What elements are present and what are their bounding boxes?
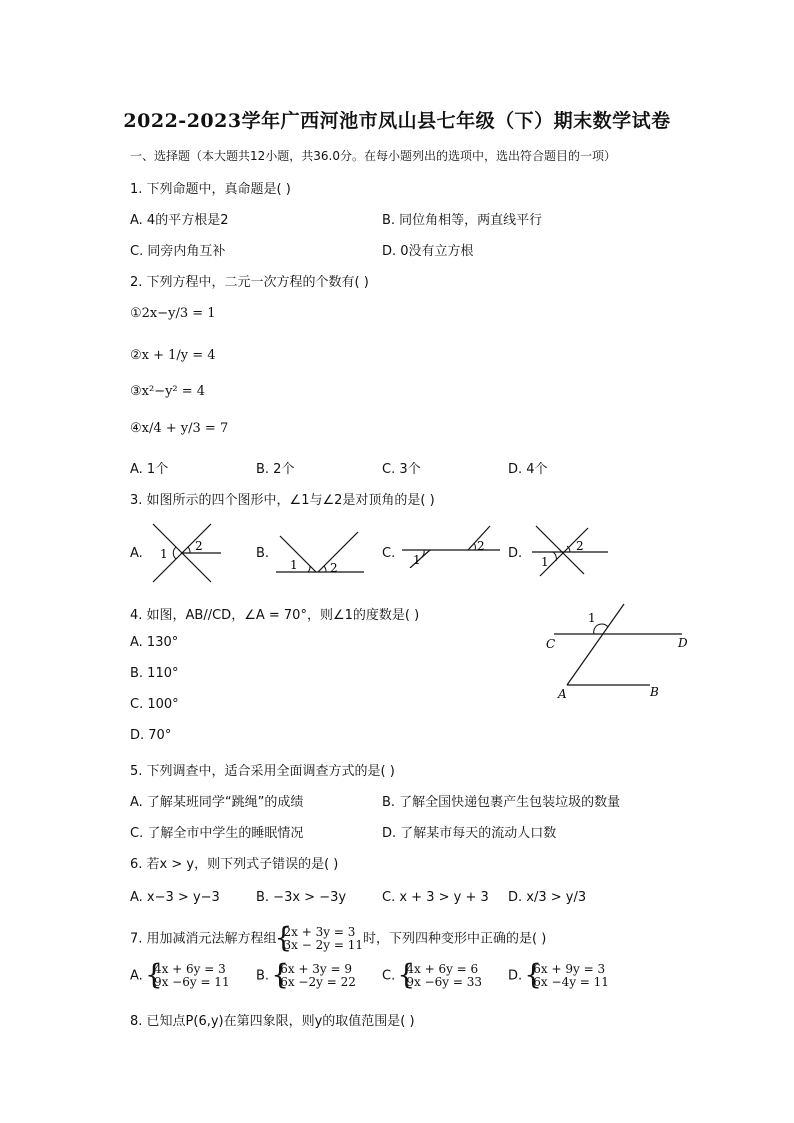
q3c-angle-2-label: 2 <box>477 539 485 553</box>
q7-b-eq1: { 6x + 3y = 9 <box>280 962 353 976</box>
q7-c-eq1: { 4x + 6y = 6 <box>406 962 479 976</box>
q4-point-a: A <box>558 687 567 701</box>
q2-equation-2: ②x + 1/y = 4 <box>130 348 216 363</box>
q1-option-a: A. 4的平方根是2 <box>130 213 229 228</box>
q6-option-a: A. x−3 > y−3 <box>130 890 220 905</box>
q4-option-b: B. 110° <box>130 666 179 681</box>
q7-option-b-system <box>273 963 356 989</box>
q3-option-c: C. <box>382 546 396 561</box>
q4-angle-1-label: 1 <box>588 611 596 625</box>
q4-option-a: A. 130° <box>130 635 179 650</box>
q3-figure-a <box>145 520 225 586</box>
question-7 <box>130 926 546 952</box>
question-1: 1. 下列命题中，真命题是( ) <box>130 182 291 197</box>
q2-option-d: D. 4个 <box>508 462 548 477</box>
q7-system-eq2: 3x − 2y = 11 <box>283 938 363 952</box>
q7-option-b-label: B. <box>256 968 270 984</box>
q7-system <box>277 926 363 952</box>
q7-option-d-label: D. <box>508 968 523 984</box>
q7-system-eq1: { 2x + 3y = 3 <box>283 925 356 939</box>
q3-figure-d <box>526 522 610 578</box>
q7-option-a <box>130 963 230 989</box>
q6-option-b: B. −3x > −3y <box>256 890 347 905</box>
q3-option-d: D. <box>508 546 523 561</box>
q2-equation-3: ③x²−y² = 4 <box>130 384 206 399</box>
q3-figure-c <box>400 522 504 568</box>
question-8: 8. 已知点P(6,y)在第四象限，则y的取值范围是( ) <box>130 1014 415 1029</box>
q7-option-c-label: C. <box>382 968 396 984</box>
q7-c-eq2: 9x −6y = 33 <box>406 975 482 989</box>
q7-option-d <box>508 963 609 989</box>
q4-point-b: B <box>650 685 659 699</box>
q5-option-b: B. 了解全国快递包裹产生包装垃圾的数量 <box>382 795 621 810</box>
q3c-angle-1-label: 1 <box>413 553 421 567</box>
question-6: 6. 若x > y，则下列式子错误的是( ) <box>130 857 339 872</box>
q5-option-d: D. 了解某市每天的流动人口数 <box>382 826 557 841</box>
q3b-angle-1-label: 1 <box>290 558 298 572</box>
q5-option-a: A. 了解某班同学“跳绳”的成绩 <box>130 795 304 810</box>
q4-figure <box>540 598 700 704</box>
q7-option-b <box>256 963 356 989</box>
q4-point-c: C <box>546 637 556 651</box>
q7-a-eq2: 9x −6y = 11 <box>153 975 230 989</box>
q7-option-d-system <box>526 963 609 989</box>
section-heading: 一、选择题（本大题共12小题，共36.0分。在每小题列出的选项中，选出符合题目的一项） <box>130 149 616 163</box>
q1-option-b: B. 同位角相等，两直线平行 <box>382 213 543 228</box>
page-title: 2022-2023学年广西河池市凤山县七年级（下）期末数学试卷 <box>123 110 671 132</box>
q5-option-c: C. 了解全市中学生的睡眠情况 <box>130 826 304 841</box>
q7-option-c <box>382 963 482 989</box>
q3-option-a: A. <box>130 546 143 561</box>
q4-option-d: D. 70° <box>130 728 172 743</box>
q3d-angle-2-label: 2 <box>576 539 584 553</box>
q1-option-d: D. 0没有立方根 <box>382 244 474 259</box>
q2-option-a: A. 1个 <box>130 462 169 477</box>
question-5: 5. 下列调查中，适合采用全面调查方式的是( ) <box>130 764 395 779</box>
q7-a-eq1: { 4x + 6y = 3 <box>153 962 226 976</box>
q4-option-c: C. 100° <box>130 697 179 712</box>
q7-stem-post: 时，下列四种变形中正确的是( ) <box>363 931 547 947</box>
q4-point-d: D <box>678 636 688 650</box>
question-3: 3. 如图所示的四个图形中，∠1与∠2是对顶角的是( ) <box>130 493 435 508</box>
q3-option-b: B. <box>256 546 270 561</box>
q1-option-c: C. 同旁内角互补 <box>130 244 226 259</box>
q2-equation-1: ①2x−y/3 = 1 <box>130 306 216 321</box>
q7-b-eq2: 6x −2y = 22 <box>280 975 356 989</box>
question-4: 4. 如图，AB//CD，∠A = 70°，则∠1的度数是( ) <box>130 608 420 623</box>
q3a-angle-1-label: 1 <box>160 547 168 561</box>
q2-equation-4: ④x/4 + y/3 = 7 <box>130 421 229 436</box>
q3d-angle-1-label: 1 <box>541 555 549 569</box>
q6-option-c: C. x + 3 > y + 3 <box>382 890 489 905</box>
q3b-angle-2-label: 2 <box>330 561 338 575</box>
q7-option-a-label: A. <box>130 968 143 984</box>
q6-option-d: D. x/3 > y/3 <box>508 890 587 905</box>
q7-d-eq1: { 6x + 9y = 3 <box>533 962 606 976</box>
q3-figure-b <box>272 528 368 578</box>
q7-option-a-system <box>147 963 230 989</box>
q2-option-c: C. 3个 <box>382 462 421 477</box>
question-2: 2. 下列方程中，二元一次方程的个数有( ) <box>130 275 369 290</box>
q7-option-c-system <box>399 963 482 989</box>
q7-d-eq2: 6x −4y = 11 <box>533 975 609 989</box>
q3a-angle-2-label: 2 <box>195 539 203 553</box>
q7-stem-pre: 7. 用加减消元法解方程组 <box>130 931 277 947</box>
q2-option-b: B. 2个 <box>256 462 295 477</box>
